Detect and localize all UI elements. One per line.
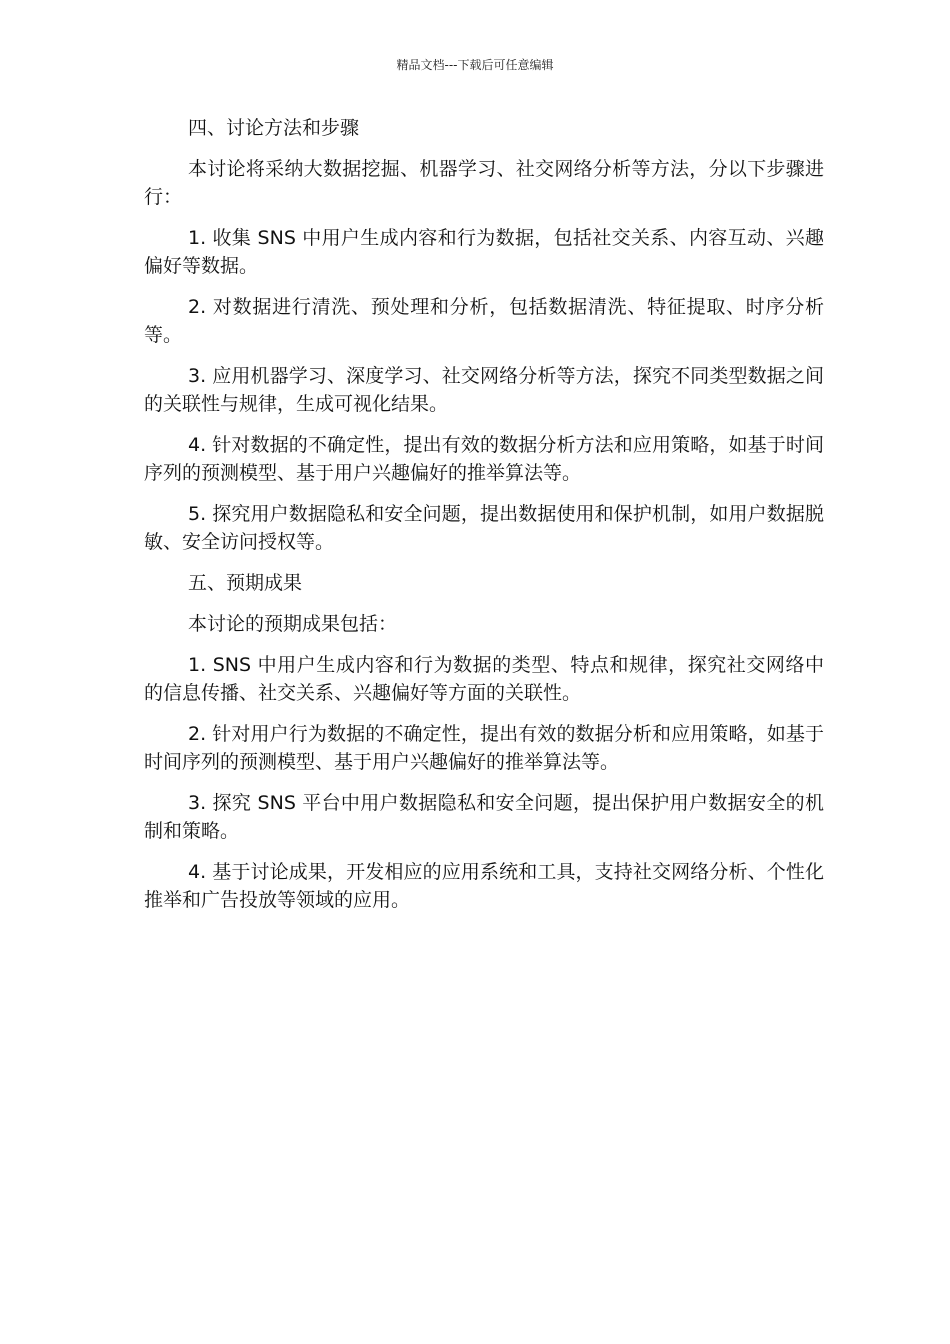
methods-step-1: 1. 收集 SNS 中用户生成内容和行为数据，包括社交关系、内容互动、兴趣偏好等数据。 xyxy=(144,227,824,277)
outcome-item-4: 4. 基于讨论成果，开发相应的应用系统和工具，支持社交网络分析、个性化推举和广告投放等领域的应用。 xyxy=(144,861,824,911)
methods-step-5: 5. 探究用户数据隐私和安全问题，提出数据使用和保护机制，如用户数据脱敏、安全访问授权等。 xyxy=(144,503,824,553)
methods-intro-paragraph: 本讨论将采纳大数据挖掘、机器学习、社交网络分析等方法，分以下步骤进行： xyxy=(144,158,824,208)
methods-step-2: 2. 对数据进行清洗、预处理和分析，包括数据清洗、特征提取、时序分析等。 xyxy=(144,296,824,346)
outcomes-intro-paragraph: 本讨论的预期成果包括： xyxy=(188,613,398,635)
outcome-item-2: 2. 针对用户行为数据的不确定性，提出有效的数据分析和应用策略，如基于时间序列的预测模型、基于用户兴趣偏好的推举算法等。 xyxy=(144,723,824,773)
section-heading-outcomes: 五、预期成果 xyxy=(188,572,303,594)
outcome-item-3: 3. 探究 SNS 平台中用户数据隐私和安全问题，提出保护用户数据安全的机制和策略。 xyxy=(144,792,824,842)
outcome-item-1: 1. SNS 中用户生成内容和行为数据的类型、特点和规律，探究社交网络中的信息传播、社交关系、兴趣偏好等方面的关联性。 xyxy=(144,654,824,704)
section-heading-methods: 四、讨论方法和步骤 xyxy=(188,117,360,139)
document-body xyxy=(144,114,824,927)
page-header: 精品文档---下载后可任意编辑 xyxy=(396,58,554,72)
methods-step-3: 3. 应用机器学习、深度学习、社交网络分析等方法，探究不同类型数据之间的关联性与规律，生成可视化结果。 xyxy=(144,365,824,415)
methods-step-4: 4. 针对数据的不确定性，提出有效的数据分析方法和应用策略，如基于时间序列的预测模型、基于用户兴趣偏好的推举算法等。 xyxy=(144,434,824,484)
